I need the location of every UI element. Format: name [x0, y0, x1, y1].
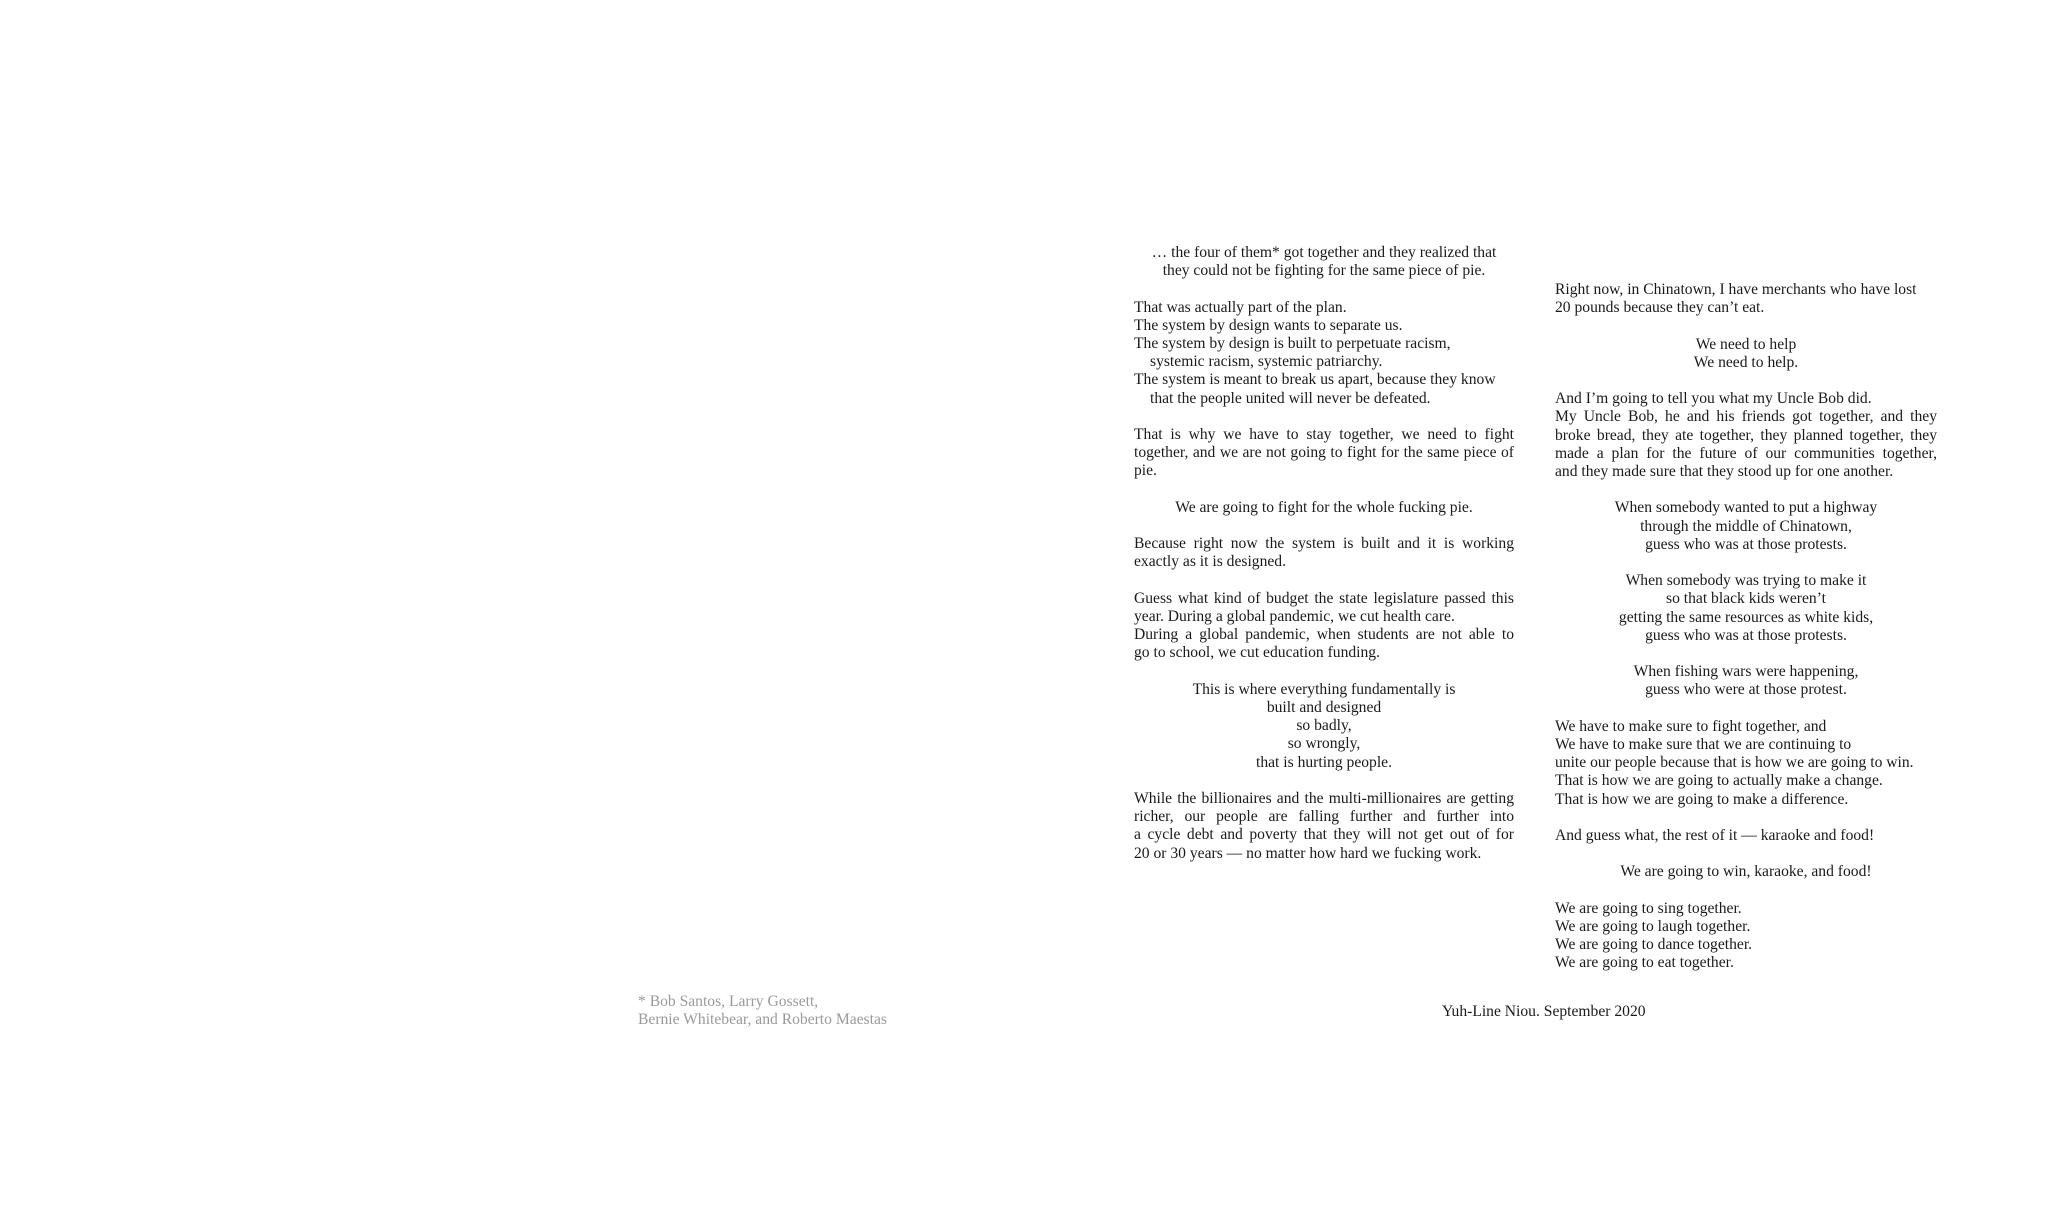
poem-line: That is how we are going to actually make a change. [1555, 772, 1883, 790]
poem-line: That is how we are going to make a difference. [1555, 790, 1849, 808]
poem-line: We need to help. [1693, 353, 1799, 371]
poem-line: 20 or 30 years — no matter how hard we fucking work. [1134, 844, 1482, 862]
author-signature: Yuh-Line Niou. September 2020 [1442, 1003, 1646, 1020]
poem-line: so wrongly, [1287, 735, 1361, 753]
poem-line: so that black kids weren’t [1666, 590, 1826, 608]
stanza [1134, 681, 1514, 772]
poem-line: Guess what kind of budget the state legislature passed this [1134, 589, 1514, 607]
poem-line: The system by design wants to separate us. [1134, 316, 1403, 334]
stanza [1555, 281, 1937, 317]
poem-line: We have to make sure that we are continuing to [1555, 735, 1852, 753]
stanza [1134, 790, 1514, 863]
poem-line: When somebody wanted to put a highway [1614, 499, 1878, 517]
stanza [1555, 900, 1937, 973]
poem-line: Right now, in Chinatown, I have merchants who have lost [1555, 281, 1917, 298]
poem-line: The system is meant to break us apart, because they know [1134, 371, 1496, 389]
stanza [1555, 499, 1937, 554]
poem-right-column [1555, 281, 1937, 991]
stanza [1134, 535, 1514, 571]
footnote [638, 993, 887, 1029]
poem-line: We need to help [1695, 335, 1797, 353]
stanza [1555, 390, 1937, 481]
stanza [1134, 244, 1514, 280]
poem-line: That is why we have to stay together, we need to fight [1134, 426, 1514, 443]
poem-line: That was actually part of the plan. [1134, 298, 1347, 316]
poem-line: that is hurting people. [1256, 753, 1392, 771]
poem-line: We are going to laugh together. [1555, 917, 1751, 935]
poem-line: Because right now the system is built and it is working [1134, 535, 1514, 553]
poem-line: We are going to eat together. [1555, 954, 1734, 972]
poem-line: and they made sure that they stood up for one another. [1555, 463, 1894, 480]
poem-line: year. During a global pandemic, we cut health care. [1134, 607, 1455, 625]
poem-line: We are going to win, karaoke, and food! [1620, 863, 1872, 881]
poem-line: built and designed [1266, 698, 1382, 716]
poem-line: made a plan for the future of our communities together, [1555, 444, 1937, 462]
footnote-line: Bernie Whitebear, and Roberto Maestas [638, 1011, 887, 1029]
stanza [1555, 572, 1937, 645]
poem-line: guess who were at those protest. [1645, 681, 1847, 699]
poem-line: pie. [1134, 462, 1157, 480]
poem-line: And I’m going to tell you what my Uncle Bob did. [1555, 390, 1872, 408]
stanza [1555, 863, 1937, 881]
poem-line: guess who was at those protests. [1645, 626, 1847, 644]
stanza [1555, 827, 1937, 845]
poem-line: 20 pounds because they can’t eat. [1555, 299, 1765, 317]
poem-line: This is where everything fundamentally is [1192, 680, 1456, 698]
stanza [1134, 499, 1514, 517]
stanza [1134, 590, 1514, 663]
poem-line: When somebody was trying to make it [1625, 572, 1867, 590]
poem-line: And guess what, the rest of it — karaoke and food! [1555, 826, 1875, 844]
poem-line: We have to make sure to fight together, and [1555, 717, 1827, 735]
poem-line: through the middle of Chinatown, [1640, 517, 1852, 535]
poem-line: My Uncle Bob, he and his friends got together, and they [1555, 408, 1937, 426]
poem-line: During a global pandemic, when students are not able to [1134, 626, 1514, 644]
poem-line: they could not be fighting for the same piece of pie. [1162, 262, 1486, 280]
stanza [1134, 426, 1514, 481]
poem-line: getting the same resources as white kids, [1618, 608, 1874, 626]
stanza [1134, 299, 1514, 408]
poem-line: unite our people because that is how we are going to win. [1555, 754, 1914, 772]
poem-line: together, and we are not going to fight for the same piece of [1134, 444, 1514, 462]
stanza [1555, 663, 1937, 699]
poem-line: The system by design is built to perpetuate racism, [1134, 335, 1451, 352]
poem-line: We are going to dance together. [1555, 936, 1753, 954]
poem-line: While the billionaires and the multi-millionaires are getting [1134, 789, 1514, 807]
poem-line: broke bread, they ate together, they planned together, they [1555, 426, 1937, 444]
poem-line: exactly as it is designed. [1134, 553, 1287, 571]
poem-line: so badly, [1296, 717, 1352, 735]
stanza [1555, 718, 1937, 809]
poem-line: guess who was at those protests. [1645, 535, 1847, 553]
poem-line: We are going to fight for the whole fucking pie. [1175, 498, 1473, 516]
poem-line: … the four of them* got together and they realized that [1151, 244, 1497, 261]
poem-line: systemic racism, systemic patriarchy. [1150, 353, 1383, 371]
poem-line: When fishing wars were happening, [1633, 663, 1859, 681]
poem-line: richer, our people are falling further and further into [1134, 808, 1514, 826]
poem-left-column [1134, 244, 1514, 881]
poem-line: that the people united will never be defeated. [1150, 389, 1431, 407]
poem-line: a cycle debt and poverty that they will not get out of for [1134, 826, 1514, 844]
poem-line: We are going to sing together. [1555, 899, 1742, 917]
stanza [1555, 336, 1937, 372]
poem-line: go to school, we cut education funding. [1134, 644, 1380, 662]
footnote-line: * Bob Santos, Larry Gossett, [638, 993, 819, 1010]
